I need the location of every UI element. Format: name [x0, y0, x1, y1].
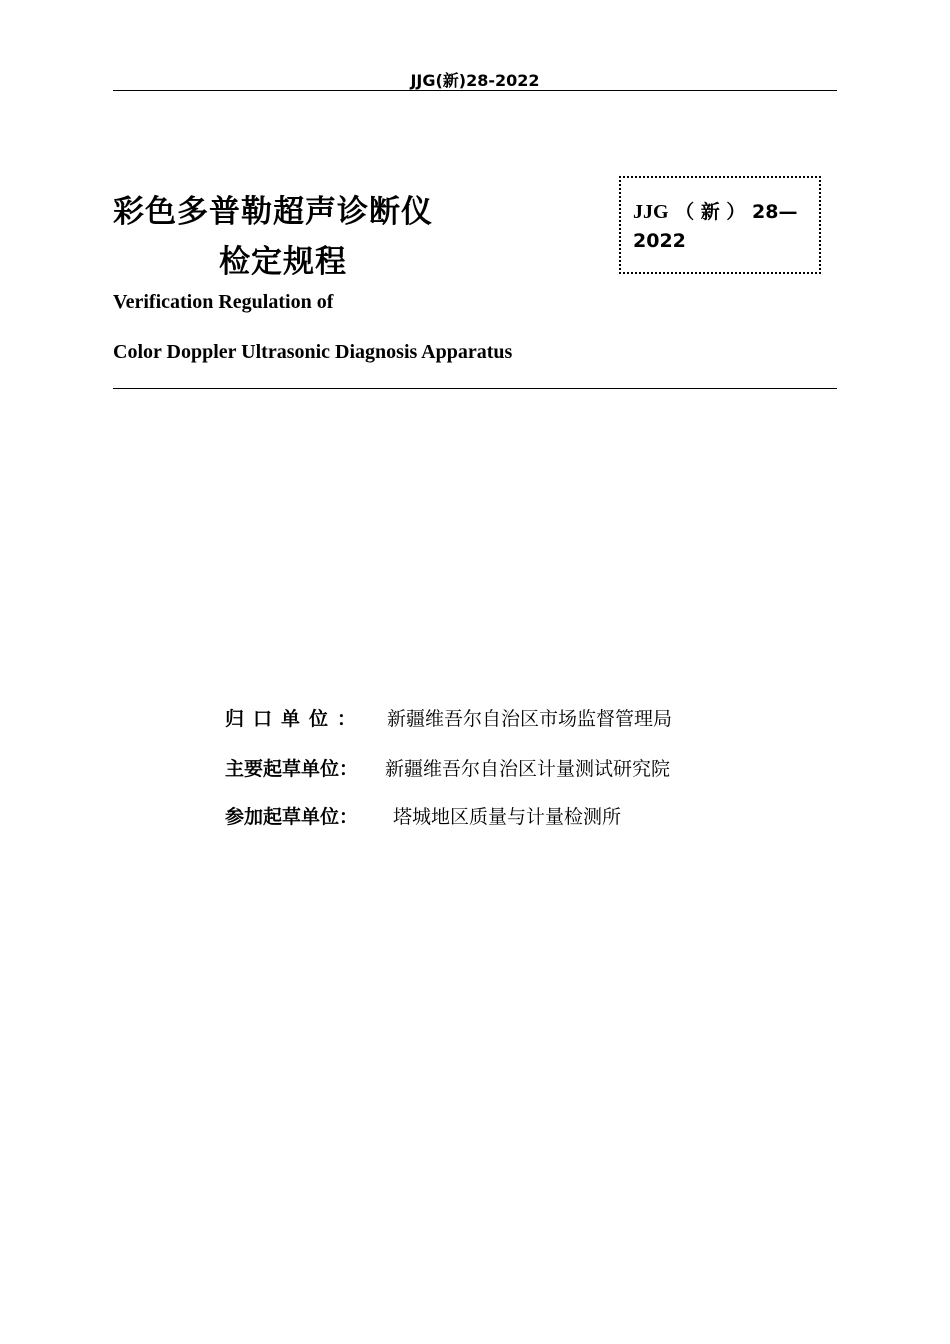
org-label-responsible: 归口单位： [225, 708, 366, 730]
org-value-participating-drafter: 塔城地区质量与计量检测所 [393, 806, 622, 828]
standard-code-year: 2022 [633, 230, 686, 252]
org-value-main-drafter: 新疆维吾尔自治区计量测试研究院 [385, 758, 671, 780]
header-divider [113, 90, 837, 91]
running-header-code: JJG(新)28-2022 [410, 71, 540, 90]
standard-code [633, 198, 817, 256]
document-title-line-2: 检定规程 [219, 244, 347, 280]
standard-code-box [619, 176, 821, 274]
org-label-main-drafter: 主要起草单位： [225, 758, 359, 780]
org-row-responsible [225, 704, 672, 734]
document-title-line-1: 彩色多普勒超声诊断仪 [113, 194, 433, 230]
english-title-line-1: Verification Regulation of [113, 291, 334, 313]
org-value-responsible: 新疆维吾尔自治区市场监督管理局 [387, 708, 673, 730]
standard-code-prefix: JJG [633, 201, 669, 223]
title-divider [113, 388, 837, 389]
org-label-participating-drafter: 参加起草单位： [225, 806, 359, 828]
org-row-main-drafter [225, 754, 670, 784]
org-row-participating-drafter [225, 802, 621, 832]
english-title-line-2: Color Doppler Ultrasonic Diagnosis Apparatus [113, 341, 513, 363]
standard-code-number: （ 新 ） 28— [668, 201, 798, 223]
